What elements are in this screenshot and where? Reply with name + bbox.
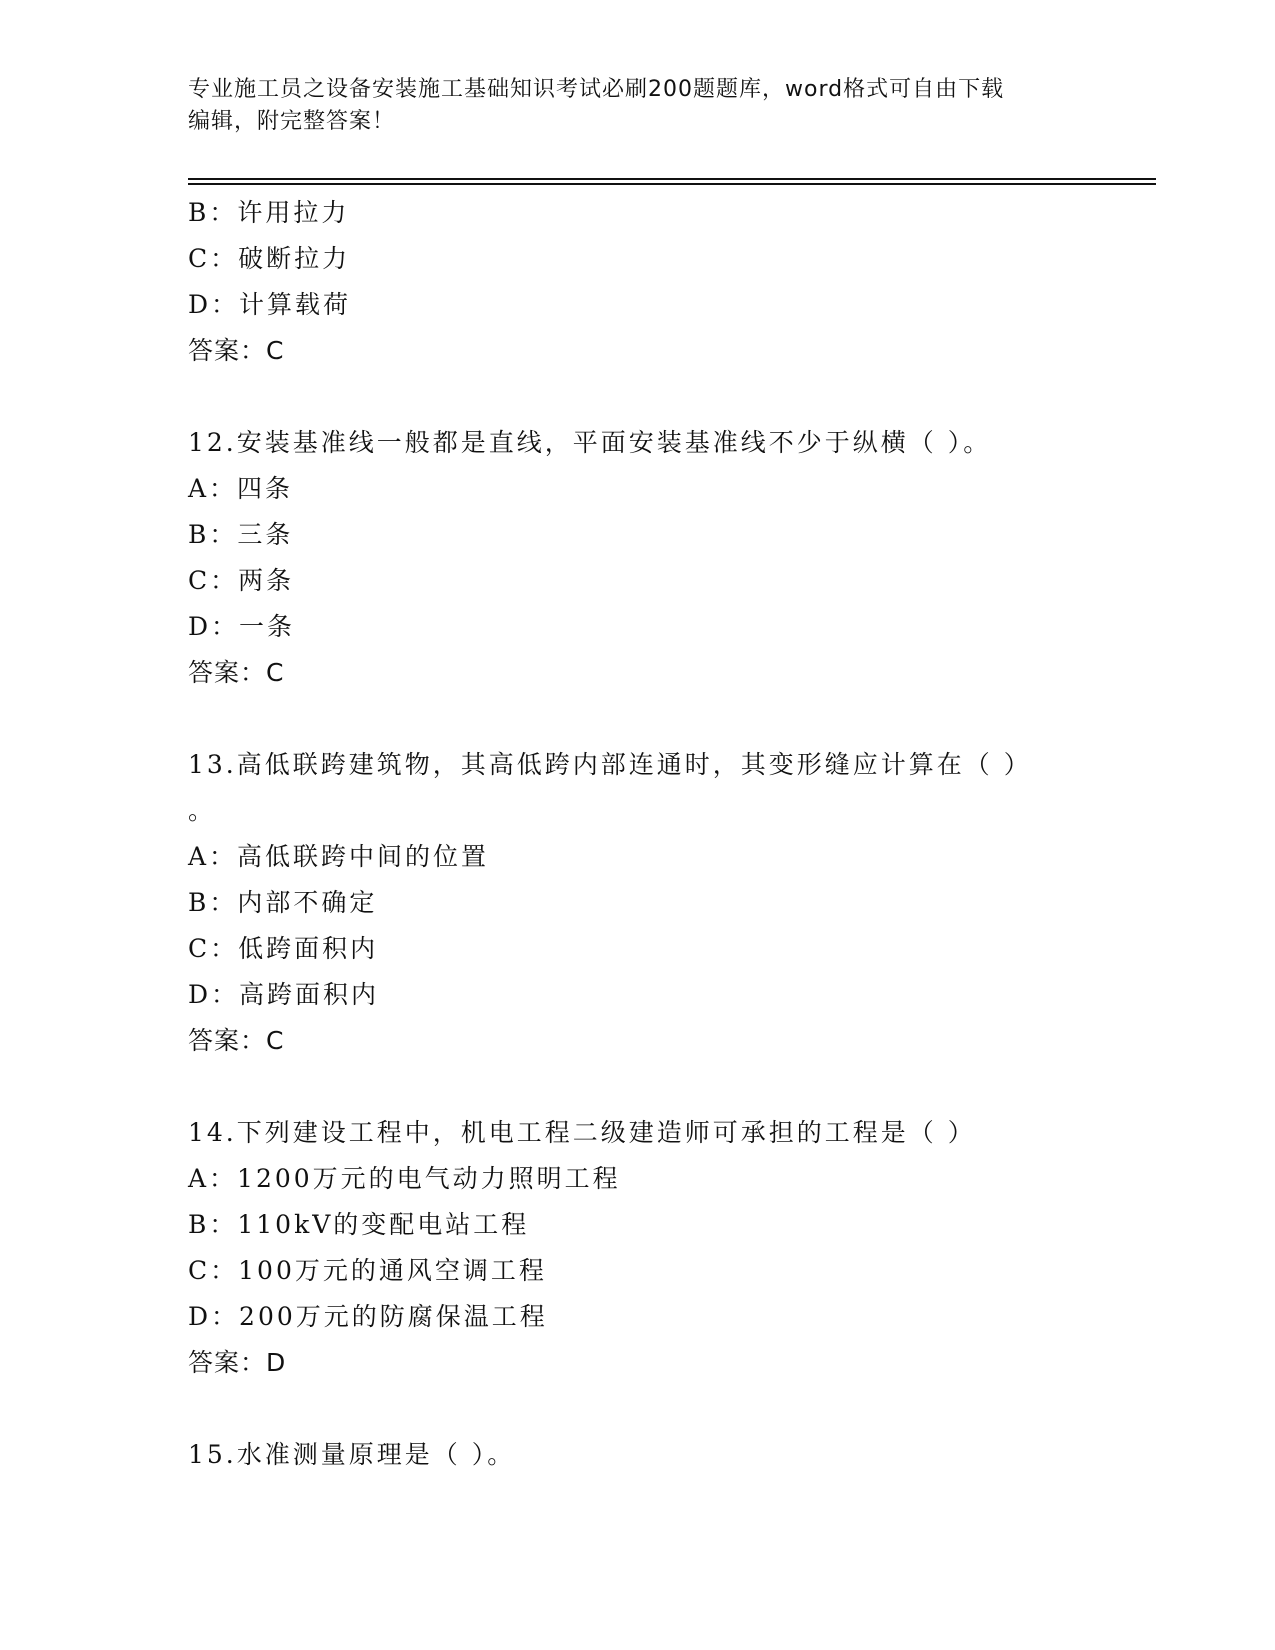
option-c: C：低跨面积内 <box>188 934 379 963</box>
question-11 <box>188 190 1128 374</box>
option-d: D：200万元的防腐保温工程 <box>188 1302 548 1331</box>
option-b: B：三条 <box>188 520 294 549</box>
option-a: A：高低联跨中间的位置 <box>188 842 490 871</box>
question-text: 15.水准测量原理是（ ）。 <box>188 1440 516 1469</box>
spacer <box>188 1386 1128 1432</box>
option-c: C：两条 <box>188 566 295 595</box>
question-12 <box>188 420 1128 696</box>
option-b: B：110kV的变配电站工程 <box>188 1210 530 1239</box>
question-text: 13.高低联跨建筑物，其高低跨内部连通时，其变形缝应计算在（ ） <box>188 750 1032 779</box>
option-a: A：1200万元的电气动力照明工程 <box>188 1164 621 1193</box>
spacer <box>188 1064 1128 1110</box>
answer: 答案：C <box>188 1026 285 1055</box>
option-b: B：许用拉力 <box>188 198 350 227</box>
option-a: A：四条 <box>188 474 294 503</box>
answer: 答案：D <box>188 1348 287 1377</box>
option-c: C：破断拉力 <box>188 244 351 273</box>
option-d: D：一条 <box>188 612 296 641</box>
spacer <box>188 374 1128 420</box>
answer: 答案：C <box>188 336 285 365</box>
option-d: D：计算载荷 <box>188 290 352 319</box>
spacer <box>188 696 1128 742</box>
question-list <box>188 190 1128 1478</box>
question-15 <box>188 1432 1128 1478</box>
option-d: D：高跨面积内 <box>188 980 380 1009</box>
option-c: C：100万元的通风空调工程 <box>188 1256 547 1285</box>
question-13 <box>188 742 1128 1064</box>
document-header <box>188 74 1088 138</box>
question-text: 12.安装基准线一般都是直线，平面安装基准线不少于纵横（ ）。 <box>188 428 992 457</box>
header-title-line-2: 编辑，附完整答案！ <box>188 109 396 134</box>
header-divider-top <box>188 178 1156 180</box>
question-text-continuation: 。 <box>188 796 214 825</box>
question-14 <box>188 1110 1128 1386</box>
answer: 答案：C <box>188 658 285 687</box>
option-b: B：内部不确定 <box>188 888 378 917</box>
header-divider-bottom <box>188 183 1156 185</box>
question-text: 14.下列建设工程中，机电工程二级建造师可承担的工程是（ ） <box>188 1118 976 1147</box>
header-title-line-1: 专业施工员之设备安装施工基础知识考试必刷200题题库，word格式可自由下载 <box>188 77 1005 102</box>
